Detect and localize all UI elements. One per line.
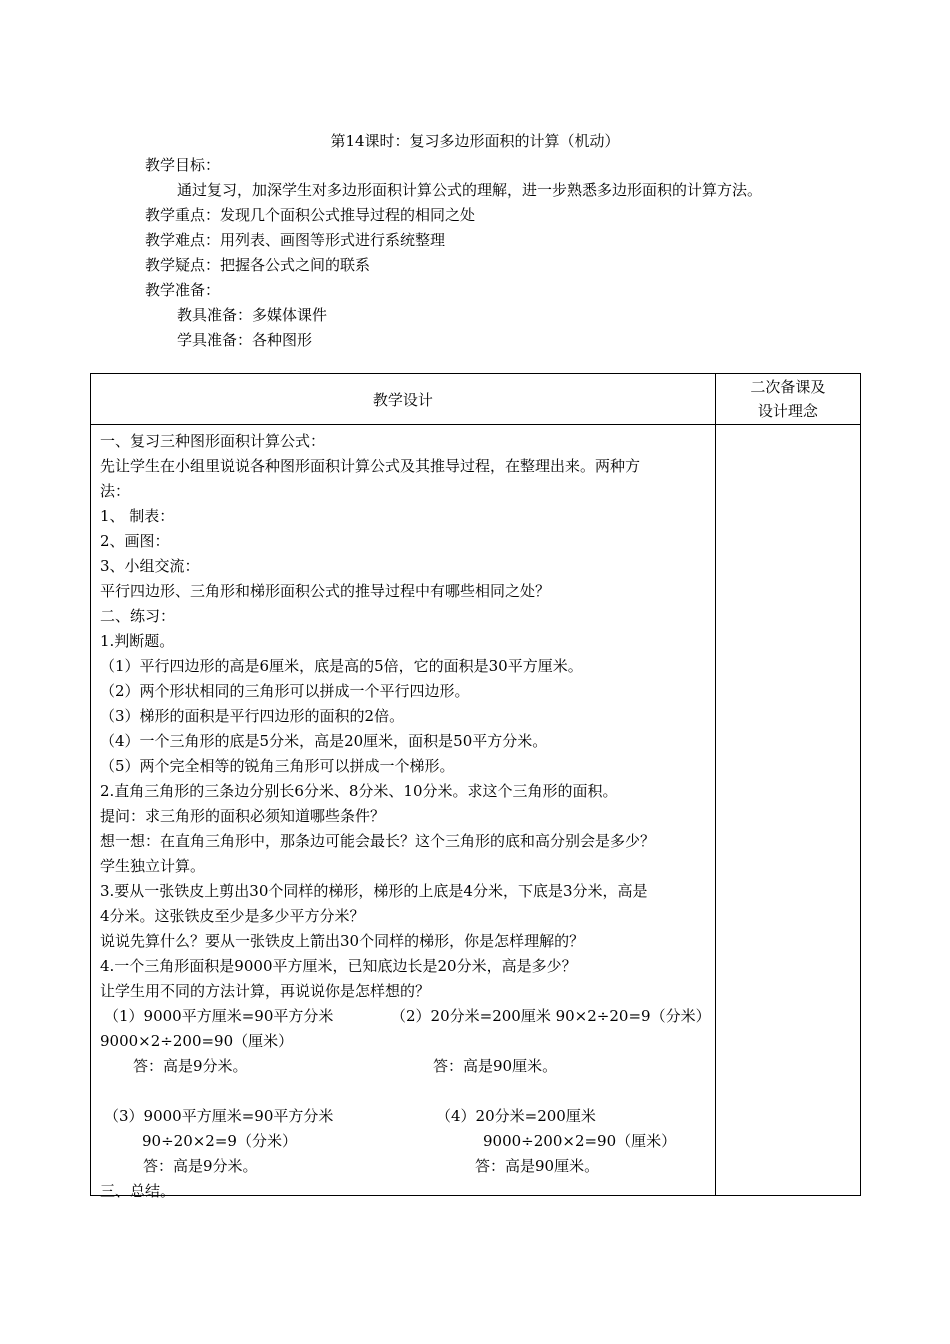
body-line: 平行四边形、三角形和梯形面积公式的推导过程中有哪些相同之处？ [100,582,551,600]
body-line: 二、练习： [100,607,176,625]
body-line: 4分米。这张铁皮至少是多少平方分米？ [100,907,365,925]
body-line: 一、复习三种图形面积计算公式： [100,432,326,450]
method-4-line-1: （4）20分米=200厘米 [436,1107,596,1125]
teacher-tools: 教具准备：多媒体课件 [177,306,328,324]
objective-text: 通过复习，加深学生对多边形面积计算公式的理解，进一步熟悉多边形面积的计算方法。 [177,181,763,199]
doubt: 教学疑点：把握各公式之间的联系 [145,256,371,274]
answer-3: 答：高是9分米。 [143,1157,258,1175]
method-2-line-1: （2）20分米=200厘米 90×2÷20=9（分米） [391,1007,711,1025]
answer-1: 答：高是9分米。 [133,1057,248,1075]
objective-label: 教学目标： [145,156,221,174]
body-line: 提问：求三角形的面积必须知道哪些条件？ [100,807,386,825]
difficulty: 教学难点：用列表、画图等形式进行系统整理 [145,231,446,249]
notes-column-header [715,374,860,425]
body-line: 3.要从一张铁皮上剪出30个同样的梯形，梯形的上底是4分米，下底是3分米，高是 [100,882,648,900]
body-line: 先让学生在小组里说说各种图形面积计算公式及其推导过程，在整理出来。两种方 [100,457,641,475]
body-line: 法： [100,482,131,500]
key-point: 教学重点：发现几个面积公式推导过程的相同之处 [145,206,476,224]
design-column-header: 教学设计 [91,374,716,425]
student-tools: 学具准备：各种图形 [177,331,313,349]
prep-label: 教学准备： [145,281,221,299]
body-line: 1、 制表： [100,507,175,525]
body-line: 说说先算什么？要从一张铁皮上箭出30个同样的梯形，你是怎样理解的？ [100,932,585,950]
design-body-cell [91,425,716,1200]
answer-2: 答：高是90厘米。 [433,1057,558,1075]
lesson-design-table [90,373,861,1200]
method-4-line-2: 9000÷200×2=90（厘米） [483,1132,677,1150]
method-1-line-2: 9000×2÷200=90（厘米） [100,1032,294,1050]
body-line: （5）两个完全相等的锐角三角形可以拼成一个梯形。 [100,757,455,775]
body-line: 2、画图： [100,532,170,550]
method-1-line-1: （1）9000平方厘米=90平方分米 [104,1007,334,1025]
method-3-line-1: （3）9000平方厘米=90平方分米 [104,1107,334,1125]
notes-header-line1: 二次备课及 [750,378,826,396]
body-line: 4.一个三角形面积是9000平方厘米，已知底边长是20分米，高是多少？ [100,957,577,975]
body-line: （3）梯形的面积是平行四边形的面积的2倍。 [100,707,405,725]
body-line: 3、小组交流： [100,557,200,575]
method-3-line-2: 90÷20×2=9（分米） [142,1132,297,1150]
answer-4: 答：高是90厘米。 [475,1157,600,1175]
summary-line: 三、总结。 [100,1182,176,1200]
notes-header-line2: 设计理念 [757,402,818,420]
body-line: （4）一个三角形的底是5分米，高是20厘米，面积是50平方分米。 [100,732,548,750]
body-line: 1.判断题。 [100,632,175,650]
body-line: （1）平行四边形的高是6厘米，底是高的5倍，它的面积是30平方厘米。 [100,657,583,675]
body-line: 让学生用不同的方法计算，再说说你是怎样想的？ [100,982,431,1000]
body-line: （2）两个形状相同的三角形可以拼成一个平行四边形。 [100,682,470,700]
body-line: 学生独立计算。 [100,857,206,875]
body-line: 2.直角三角形的三条边分别长6分米、8分米、10分米。求这个三角形的面积。 [100,782,618,800]
notes-body-cell [715,425,860,1196]
page-title: 第14课时：复习多边形面积的计算（机动） [330,132,620,150]
body-line: 想一想：在直角三角形中，那条边可能会最长？这个三角形的底和高分别会是多少？ [100,832,656,850]
